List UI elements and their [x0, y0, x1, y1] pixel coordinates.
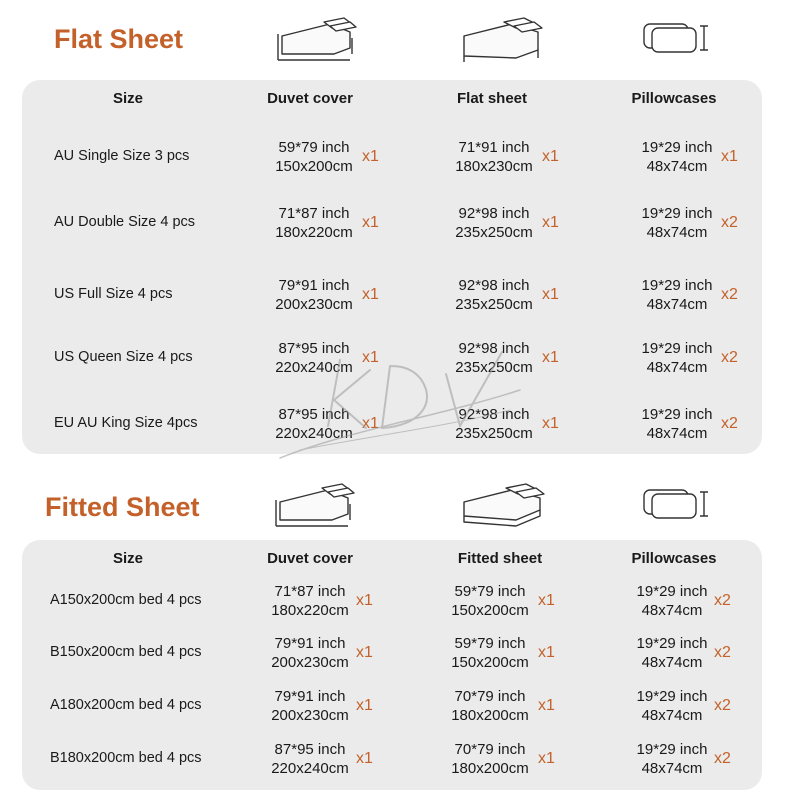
dimension-inch: 19*29 inch — [636, 688, 708, 705]
dimension-inch: 19*29 inch — [641, 205, 713, 222]
quantity-label: x1 — [542, 349, 559, 366]
quantity-label: x1 — [362, 349, 379, 366]
cell-dimensions — [455, 204, 533, 242]
dimension-inch: 79*91 inch — [274, 688, 346, 705]
dimension-inch: 71*87 inch — [278, 205, 350, 222]
pillowcases-icon — [640, 18, 712, 58]
cell-dimensions — [275, 405, 353, 443]
quantity-label: x1 — [538, 750, 555, 767]
quantity-label: x1 — [542, 148, 559, 165]
quantity-label: x2 — [721, 415, 738, 432]
cell-dimensions — [275, 339, 353, 377]
quantity-label: x2 — [714, 750, 731, 767]
col-header-pillowcases: Pillowcases — [631, 550, 717, 567]
quantity-label: x1 — [356, 697, 373, 714]
cell-dimensions — [455, 339, 533, 377]
cell-dimensions — [642, 405, 713, 443]
cell-dimensions — [642, 276, 713, 314]
quantity-label: x1 — [542, 214, 559, 231]
dimension-cm: 48x74cm — [641, 602, 703, 619]
dimension-cm: 48x74cm — [641, 760, 703, 777]
quantity-label: x1 — [356, 592, 373, 609]
row-size-label: B150x200cm bed 4 pcs — [50, 644, 202, 660]
dimension-cm: 150x200cm — [451, 602, 529, 619]
quantity-label: x1 — [356, 644, 373, 661]
row-size-label: US Queen Size 4 pcs — [54, 349, 193, 365]
cell-dimensions — [637, 582, 708, 620]
col-header-duvet-cover: Duvet cover — [267, 90, 353, 107]
quantity-label: x2 — [721, 286, 738, 303]
cell-dimensions — [637, 687, 708, 725]
row-size-label: US Full Size 4 pcs — [54, 286, 173, 302]
cell-dimensions — [271, 687, 349, 725]
dimension-cm: 235x250cm — [455, 224, 533, 241]
col-header-size: Size — [112, 550, 144, 567]
dimension-cm: 220x240cm — [275, 359, 353, 376]
bed-with-duvet-icon — [272, 14, 358, 66]
dimension-cm: 48x74cm — [646, 359, 708, 376]
quantity-label: x1 — [362, 214, 379, 231]
dimension-inch: 19*29 inch — [641, 406, 713, 423]
dimension-inch: 87*95 inch — [278, 406, 350, 423]
dimension-cm: 48x74cm — [646, 158, 708, 175]
dimension-inch: 19*29 inch — [636, 583, 708, 600]
cell-dimensions — [455, 276, 533, 314]
cell-dimensions — [451, 634, 529, 672]
dimension-cm: 200x230cm — [271, 654, 349, 671]
row-size-label: B180x200cm bed 4 pcs — [50, 750, 202, 766]
quantity-label: x1 — [362, 415, 379, 432]
dimension-inch: 19*29 inch — [636, 635, 708, 652]
quantity-label: x1 — [538, 644, 555, 661]
quantity-label: x2 — [714, 644, 731, 661]
cell-dimensions — [642, 204, 713, 242]
col-header-fitted-sheet: Fitted sheet — [457, 550, 543, 567]
row-size-label: AU Double Size 4 pcs — [54, 214, 196, 230]
row-size-label: A150x200cm bed 4 pcs — [50, 592, 202, 608]
dimension-inch: 19*29 inch — [636, 741, 708, 758]
dimension-inch: 19*29 inch — [641, 139, 713, 156]
fitted-sheet-title: Fitted Sheet — [45, 492, 200, 522]
dimension-inch: 59*79 inch — [278, 139, 350, 156]
quantity-label: x2 — [714, 697, 731, 714]
quantity-label: x1 — [362, 148, 379, 165]
col-header-size: Size — [112, 90, 144, 107]
dimension-cm: 150x200cm — [275, 158, 353, 175]
dimension-cm: 150x200cm — [451, 654, 529, 671]
bed-with-fitted-sheet-icon — [456, 478, 548, 532]
flat-sheet-title: Flat Sheet — [54, 24, 184, 54]
dimension-cm: 180x220cm — [271, 602, 349, 619]
cell-dimensions — [271, 634, 349, 672]
cell-dimensions — [451, 687, 529, 725]
cell-dimensions — [637, 740, 708, 778]
dimension-cm: 48x74cm — [646, 296, 708, 313]
cell-dimensions — [455, 405, 533, 443]
cell-dimensions — [642, 138, 713, 176]
flat-sheet-table — [22, 80, 762, 454]
bed-with-flat-sheet-icon — [456, 14, 546, 66]
dimension-cm: 180x220cm — [275, 224, 353, 241]
dimension-inch: 70*79 inch — [454, 741, 526, 758]
dimension-cm: 48x74cm — [641, 707, 703, 724]
pillowcases-icon — [640, 484, 712, 524]
quantity-label: x1 — [362, 286, 379, 303]
cell-dimensions — [637, 634, 708, 672]
dimension-inch: 19*29 inch — [641, 277, 713, 294]
quantity-label: x1 — [542, 415, 559, 432]
col-header-pillowcases: Pillowcases — [631, 90, 717, 107]
dimension-inch: 87*95 inch — [274, 741, 346, 758]
dimension-cm: 48x74cm — [641, 654, 703, 671]
dimension-inch: 71*91 inch — [458, 139, 530, 156]
dimension-cm: 48x74cm — [646, 224, 708, 241]
quantity-label: x2 — [714, 592, 731, 609]
dimension-inch: 92*98 inch — [458, 277, 530, 294]
cell-dimensions — [275, 204, 353, 242]
dimension-inch: 87*95 inch — [278, 340, 350, 357]
cell-dimensions — [642, 339, 713, 377]
quantity-label: x1 — [721, 148, 738, 165]
dimension-cm: 220x240cm — [275, 425, 353, 442]
quantity-label: x1 — [538, 697, 555, 714]
quantity-label: x1 — [356, 750, 373, 767]
cell-dimensions — [451, 582, 529, 620]
quantity-label: x2 — [721, 349, 738, 366]
col-header-duvet-cover: Duvet cover — [267, 550, 353, 567]
cell-dimensions — [271, 740, 349, 778]
dimension-cm: 200x230cm — [271, 707, 349, 724]
dimension-inch: 59*79 inch — [454, 583, 526, 600]
dimension-cm: 180x200cm — [451, 760, 529, 777]
dimension-cm: 48x74cm — [646, 425, 708, 442]
quantity-label: x1 — [538, 592, 555, 609]
row-size-label: EU AU King Size 4pcs — [54, 415, 198, 431]
dimension-cm: 235x250cm — [455, 425, 533, 442]
dimension-inch: 19*29 inch — [641, 340, 713, 357]
row-size-label: A180x200cm bed 4 pcs — [50, 697, 202, 713]
dimension-cm: 180x200cm — [451, 707, 529, 724]
dimension-inch: 79*91 inch — [278, 277, 350, 294]
dimension-inch: 70*79 inch — [454, 688, 526, 705]
dimension-inch: 71*87 inch — [274, 583, 346, 600]
dimension-inch: 79*91 inch — [274, 635, 346, 652]
cell-dimensions — [451, 740, 529, 778]
dimension-inch: 92*98 inch — [458, 406, 530, 423]
col-header-flat-sheet: Flat sheet — [456, 90, 528, 107]
row-size-label: AU Single Size 3 pcs — [54, 148, 190, 164]
dimension-inch: 92*98 inch — [458, 205, 530, 222]
cell-dimensions — [271, 582, 349, 620]
dimension-cm: 200x230cm — [275, 296, 353, 313]
dimension-inch: 92*98 inch — [458, 340, 530, 357]
dimension-cm: 180x230cm — [455, 158, 533, 175]
cell-dimensions — [275, 138, 353, 176]
quantity-label: x1 — [542, 286, 559, 303]
dimension-cm: 235x250cm — [455, 359, 533, 376]
cell-dimensions — [455, 138, 533, 176]
bed-with-duvet-icon — [270, 480, 356, 532]
dimension-cm: 220x240cm — [271, 760, 349, 777]
cell-dimensions — [275, 276, 353, 314]
quantity-label: x2 — [721, 214, 738, 231]
dimension-inch: 59*79 inch — [454, 635, 526, 652]
dimension-cm: 235x250cm — [455, 296, 533, 313]
